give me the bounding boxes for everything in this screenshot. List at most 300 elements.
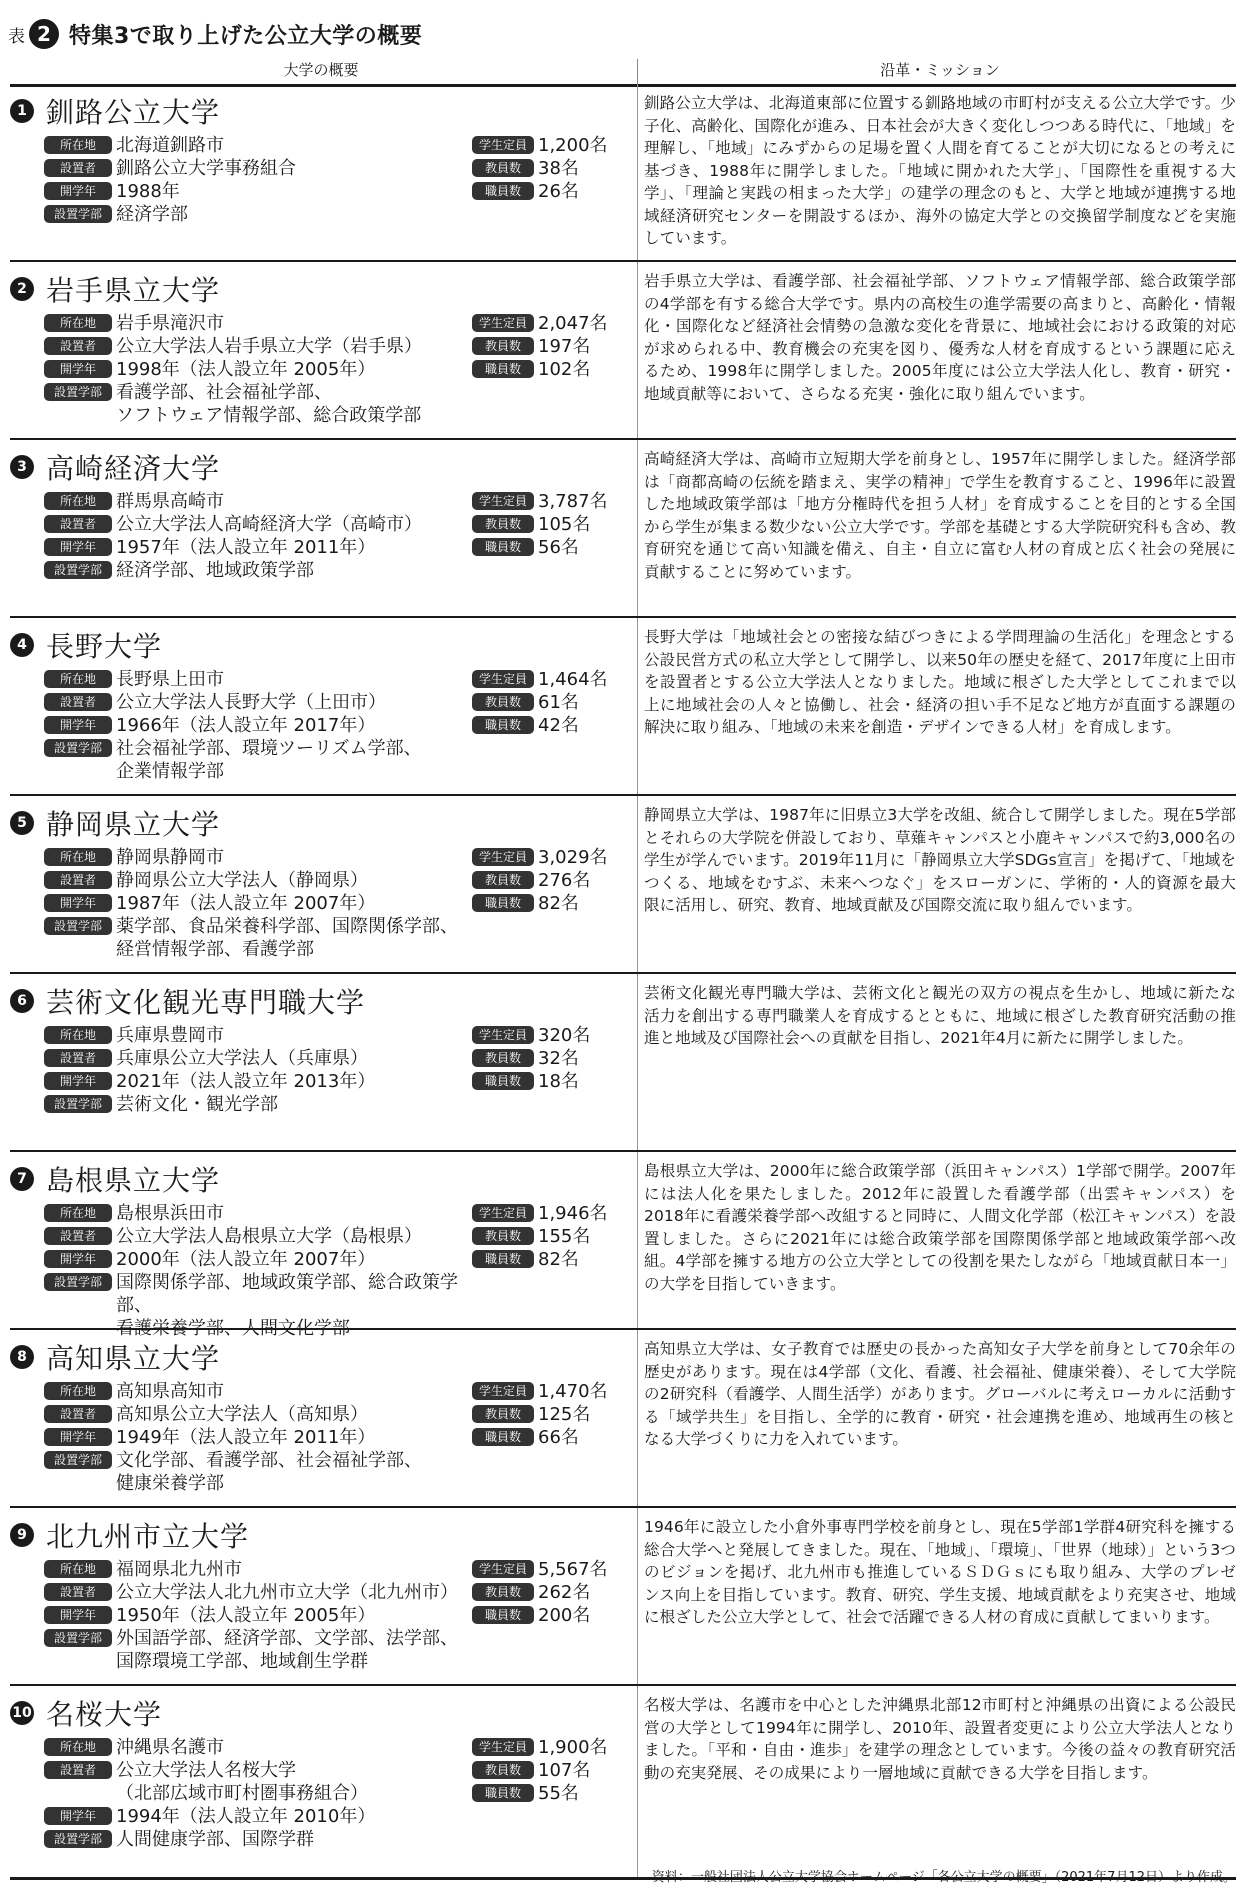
university-name: 芸術文化観光専門職大学 — [46, 986, 366, 1019]
stat-capacity — [472, 668, 632, 691]
capacity-value: 1,900名 — [538, 1737, 608, 1758]
stat-capacity — [472, 846, 632, 869]
row-number-badge: 5 — [10, 811, 34, 835]
faculty-staff-value: 155名 — [538, 1226, 591, 1247]
university-heading — [10, 92, 220, 130]
fact-opened — [44, 892, 464, 915]
founder-value: 高知県公立大学法人（高知県） — [116, 1404, 368, 1425]
university-name: 釧路公立大学 — [46, 96, 221, 129]
faculty-staff-tag: 教員数 — [472, 1227, 534, 1245]
stat-faculty-staff — [472, 1403, 632, 1426]
capacity-tag: 学生定員 — [472, 314, 534, 332]
university-overview — [10, 1686, 632, 1877]
opened-tag: 開学年 — [44, 894, 112, 912]
university-stats — [472, 668, 632, 737]
stat-faculty-staff — [472, 513, 632, 536]
founder-value: 兵庫県公立大学法人（兵庫県） — [116, 1048, 368, 1069]
stat-capacity — [472, 1380, 632, 1403]
capacity-value: 5,567名 — [538, 1559, 608, 1580]
university-overview — [10, 618, 632, 794]
fact-founder — [44, 1403, 464, 1426]
faculties-tag: 設置学部 — [44, 1451, 112, 1469]
university-row — [10, 1508, 1236, 1686]
staff-value: 82名 — [538, 1249, 579, 1270]
founder-tag: 設置者 — [44, 693, 112, 711]
university-facts — [44, 668, 464, 783]
stat-staff — [472, 1248, 632, 1271]
opened-tag: 開学年 — [44, 538, 112, 556]
university-facts — [44, 846, 464, 961]
fact-location — [44, 668, 464, 691]
staff-tag: 職員数 — [472, 1072, 534, 1090]
founder-value: 公立大学法人名桜大学 （北部広域市町村圏事務組合） — [116, 1760, 368, 1804]
stat-faculty-staff — [472, 335, 632, 358]
staff-tag: 職員数 — [472, 538, 534, 556]
capacity-tag: 学生定員 — [472, 848, 534, 866]
fact-opened — [44, 180, 464, 203]
faculties-value: 経済学部 — [116, 204, 188, 225]
location-value: 福岡県北九州市 — [116, 1559, 242, 1580]
faculty-staff-value: 107名 — [538, 1760, 591, 1781]
stat-capacity — [472, 1024, 632, 1047]
stat-capacity — [472, 134, 632, 157]
university-stats — [472, 312, 632, 381]
location-tag: 所在地 — [44, 670, 112, 688]
column-divider — [637, 1686, 638, 1877]
capacity-tag: 学生定員 — [472, 1560, 534, 1578]
faculties-value: 国際関係学部、地域政策学部、総合政策学部、 看護栄養学部、人間文化学部 — [116, 1272, 458, 1339]
source-note: 資料：一般社団法人公立大学協会ホームページ「各公立大学の概要」（2021年7月12日）より作成。 — [651, 1870, 1236, 1885]
table-title — [8, 14, 422, 54]
founder-value: 静岡県公立大学法人（静岡県） — [116, 870, 368, 891]
university-facts — [44, 1736, 464, 1851]
staff-tag: 職員数 — [472, 1428, 534, 1446]
university-heading — [10, 1694, 162, 1732]
fact-location — [44, 1736, 464, 1759]
stat-faculty-staff — [472, 1225, 632, 1248]
fact-faculties — [44, 203, 464, 226]
location-value: 岩手県滝沢市 — [116, 313, 224, 334]
staff-value: 66名 — [538, 1427, 579, 1448]
fact-opened — [44, 1070, 464, 1093]
founder-value: 釧路公立大学事務組合 — [116, 158, 296, 179]
university-heading — [10, 270, 220, 308]
faculties-tag: 設置学部 — [44, 561, 112, 579]
fact-opened — [44, 714, 464, 737]
row-number-badge: 7 — [10, 1167, 34, 1191]
column-divider — [637, 1152, 638, 1328]
faculties-tag: 設置学部 — [44, 383, 112, 401]
header-mission: 沿革・ミッション — [880, 61, 1000, 79]
location-tag: 所在地 — [44, 1560, 112, 1578]
column-divider — [637, 262, 638, 438]
row-number-badge: 1 — [10, 99, 34, 123]
university-row — [10, 1686, 1236, 1880]
row-number-badge: 9 — [10, 1523, 34, 1547]
founder-tag: 設置者 — [44, 1049, 112, 1067]
faculties-tag: 設置学部 — [44, 1629, 112, 1647]
stat-capacity — [472, 490, 632, 513]
founder-value: 公立大学法人長野大学（上田市） — [116, 692, 386, 713]
faculty-staff-tag: 教員数 — [472, 1583, 534, 1601]
faculties-value: 経済学部、地域政策学部 — [116, 560, 314, 581]
faculties-tag: 設置学部 — [44, 205, 112, 223]
founder-tag: 設置者 — [44, 871, 112, 889]
fact-faculties — [44, 1093, 464, 1116]
faculty-staff-value: 105名 — [538, 514, 591, 535]
university-overview — [10, 84, 632, 260]
column-divider — [637, 1330, 638, 1506]
capacity-value: 3,029名 — [538, 847, 608, 868]
university-heading — [10, 804, 220, 842]
capacity-tag: 学生定員 — [472, 1026, 534, 1044]
mission-text: 1946年に設立した小倉外事専門学校を前身とし、現在5学部1学群4研究科を擁する総合大学へと発展してきました。現在、「地域」、「環境」、「世界（地球）」という3つのビジョンを掲げ、北九州市も推進しているＳＤＧｓにも取り組み、大学のプレゼンス向上を目指しています。教育、研究、学生支援、地域貢献をより充実させ、地域に根ざした公立大学として、社会で活躍できる人材の育成に貢献してまいります。 — [644, 1518, 1236, 1626]
university-facts — [44, 1558, 464, 1673]
fact-faculties — [44, 559, 464, 582]
fact-location — [44, 490, 464, 513]
fact-founder — [44, 691, 464, 714]
fact-opened — [44, 1604, 464, 1627]
location-tag: 所在地 — [44, 848, 112, 866]
column-divider — [637, 84, 638, 260]
capacity-value: 2,047名 — [538, 313, 608, 334]
university-overview — [10, 1152, 632, 1339]
fact-opened — [44, 1426, 464, 1449]
table-number-badge: 2 — [29, 19, 59, 49]
mission-text: 静岡県立大学は、1987年に旧県立3大学を改組、統合して開学しました。現在5学部とそれらの大学院を併設しており、草薙キャンパスと小鹿キャンパスで約3,000名の学生が学んでいます。2019年11月に「静岡県立大学SDGs宣言」を掲げて、「地域をつくる、地域をむすぶ、未来へつなぐ」をスローガンに、学術的・人的資源を最大限に活用し、研究、教育、地域貢献及び国際交流に取り組んでいます。 — [644, 806, 1236, 914]
location-value: 長野県上田市 — [116, 669, 224, 690]
capacity-tag: 学生定員 — [472, 670, 534, 688]
university-stats — [472, 1024, 632, 1093]
opened-value: 1966年（法人設立年 2017年） — [116, 715, 376, 736]
capacity-value: 3,787名 — [538, 491, 608, 512]
opened-value: 1957年（法人設立年 2011年） — [116, 537, 376, 558]
fact-location — [44, 1558, 464, 1581]
faculties-value: 看護学部、社会福祉学部、 ソフトウェア情報学部、総合政策学部 — [116, 382, 422, 426]
fact-faculties — [44, 1627, 464, 1673]
fact-faculties — [44, 381, 464, 427]
opened-value: 1950年（法人設立年 2005年） — [116, 1605, 376, 1626]
fact-founder — [44, 1047, 464, 1070]
university-heading — [10, 982, 365, 1020]
faculty-staff-value: 262名 — [538, 1582, 591, 1603]
stat-staff — [472, 536, 632, 559]
faculty-staff-tag: 教員数 — [472, 337, 534, 355]
fact-faculties — [44, 1449, 464, 1495]
location-tag: 所在地 — [44, 492, 112, 510]
mission-text: 高知県立大学は、女子教育では歴史の長かった高知女子大学を前身として70余年の歴史があります。現在は4学部（文化、看護、社会福祉、健康栄養）、そして大学院の2研究科（看護学、人間生活学）があります。グローバルに考えローカルに活動する「域学共生」を目指し、全学的に教育・研究・社会連携を進め、地域再生の核となる大学づくりに力を入れています。 — [644, 1340, 1236, 1448]
table-body — [10, 84, 1236, 1880]
column-divider — [637, 618, 638, 794]
staff-value: 102名 — [538, 359, 591, 380]
mission-text: 芸術文化観光専門職大学は、芸術文化と観光の双方の視点を生かし、地域に新たな活力を創出する専門職業人を育成するとともに、地域に根ざした教育研究活動の推進と地域及び国際社会への貢献を目指し、2021年4月に新たに開学しました。 — [644, 984, 1236, 1047]
faculties-tag: 設置学部 — [44, 739, 112, 757]
capacity-value: 1,470名 — [538, 1381, 608, 1402]
row-number-badge: 4 — [10, 633, 34, 657]
university-row — [10, 262, 1236, 440]
founder-tag: 設置者 — [44, 159, 112, 177]
stat-faculty-staff — [472, 1047, 632, 1070]
fact-location — [44, 1024, 464, 1047]
university-stats — [472, 134, 632, 203]
faculty-staff-value: 38名 — [538, 158, 579, 179]
university-name: 長野大学 — [46, 630, 163, 663]
university-name: 高崎経済大学 — [46, 452, 221, 485]
location-tag: 所在地 — [44, 1382, 112, 1400]
mission-text: 名桜大学は、名護市を中心とした沖縄県北部12市町村と沖縄県の出資による公設民営の大学として1994年に開学し、2010年、設置者変更により公立大学法人となりました。「平和・自由・進歩」を建学の理念としています。今後の益々の教育研究活動の充実発展、その成果により一層地域に貢献できる大学を目指します。 — [644, 1696, 1237, 1782]
stat-faculty-staff — [472, 869, 632, 892]
capacity-value: 1,464名 — [538, 669, 608, 690]
table-header — [10, 56, 1236, 87]
stat-staff — [472, 892, 632, 915]
stat-faculty-staff — [472, 1759, 632, 1782]
staff-value: 55名 — [538, 1783, 579, 1804]
founder-tag: 設置者 — [44, 1227, 112, 1245]
staff-tag: 職員数 — [472, 1606, 534, 1624]
location-value: 北海道釧路市 — [116, 135, 224, 156]
location-value: 静岡県静岡市 — [116, 847, 224, 868]
faculty-staff-tag: 教員数 — [472, 1405, 534, 1423]
founder-value: 公立大学法人高崎経済大学（高崎市） — [116, 514, 422, 535]
university-overview — [10, 440, 632, 616]
stat-staff — [472, 1604, 632, 1627]
location-value: 高知県高知市 — [116, 1381, 224, 1402]
column-divider — [637, 440, 638, 616]
location-value: 群馬県高崎市 — [116, 491, 224, 512]
fact-location — [44, 1380, 464, 1403]
stat-staff — [472, 1426, 632, 1449]
fact-founder — [44, 1581, 464, 1604]
university-stats — [472, 1380, 632, 1449]
staff-value: 18名 — [538, 1071, 579, 1092]
location-tag: 所在地 — [44, 1026, 112, 1044]
fact-founder — [44, 1759, 464, 1805]
faculty-staff-tag: 教員数 — [472, 159, 534, 177]
fact-founder — [44, 513, 464, 536]
stat-capacity — [472, 1558, 632, 1581]
university-row — [10, 84, 1236, 262]
fact-location — [44, 134, 464, 157]
row-number-badge: 2 — [10, 277, 34, 301]
faculties-tag: 設置学部 — [44, 917, 112, 935]
opened-tag: 開学年 — [44, 1428, 112, 1446]
mission-text: 釧路公立大学は、北海道東部に位置する釧路地域の市町村が支える公立大学です。少子化、高齢化、国際化が進み、日本社会が大きく変化しつつある時代に、「地域」を理解し、「地域」にみずからの足場を置く人間を育てることが大切になるとの考えに基づき、1988年に開学しました。「地域に開かれた大学」、「国際性を重視する大学」、「理論と実践の相まった大学」の建学の理念のもと、大学と地域が連携する地域経済研究センターを開設するほか、海外の協定大学との交換留学制度などを実施しています。 — [644, 94, 1236, 247]
faculty-staff-tag: 教員数 — [472, 1761, 534, 1779]
fact-opened — [44, 536, 464, 559]
university-name: 北九州市立大学 — [46, 1520, 250, 1553]
mission-text: 高崎経済大学は、高崎市立短期大学を前身とし、1957年に開学しました。経済学部は「商都高崎の伝統を踏まえ、実学の精神」で学生を教育すること、1996年に設置した地域政策学部は「地方分権時代を担う人材」を育成することを目的とする全国から学生が集まる数少ない公立大学です。学部を基礎とする大学院研究科も含め、教育研究を通じて高い知識を備え、自主・自立に富む人材の育成と広く社会の発展に貢献することに努めています。 — [644, 450, 1236, 581]
university-name: 名桜大学 — [46, 1698, 163, 1731]
fact-founder — [44, 335, 464, 358]
university-stats — [472, 1202, 632, 1271]
opened-tag: 開学年 — [44, 1606, 112, 1624]
location-tag: 所在地 — [44, 1738, 112, 1756]
faculty-staff-tag: 教員数 — [472, 515, 534, 533]
staff-value: 26名 — [538, 181, 579, 202]
fact-location — [44, 312, 464, 335]
capacity-tag: 学生定員 — [472, 1738, 534, 1756]
staff-value: 200名 — [538, 1605, 591, 1626]
founder-tag: 設置者 — [44, 1761, 112, 1779]
faculties-tag: 設置学部 — [44, 1830, 112, 1848]
founder-value: 公立大学法人岩手県立大学（岩手県） — [116, 336, 422, 357]
row-number-badge: 8 — [10, 1345, 34, 1369]
opened-value: 2021年（法人設立年 2013年） — [116, 1071, 376, 1092]
stat-staff — [472, 1782, 632, 1805]
row-number-badge: 10 — [10, 1701, 34, 1725]
stat-faculty-staff — [472, 1581, 632, 1604]
fact-location — [44, 846, 464, 869]
stat-faculty-staff — [472, 691, 632, 714]
opened-tag: 開学年 — [44, 182, 112, 200]
staff-tag: 職員数 — [472, 1784, 534, 1802]
stat-staff — [472, 358, 632, 381]
founder-tag: 設置者 — [44, 515, 112, 533]
university-facts — [44, 312, 464, 427]
column-divider — [637, 1508, 638, 1684]
founder-value: 公立大学法人島根県立大学（島根県） — [116, 1226, 422, 1247]
university-name: 高知県立大学 — [46, 1342, 221, 1375]
university-overview — [10, 796, 632, 972]
university-heading — [10, 1160, 220, 1198]
fact-faculties — [44, 1828, 464, 1851]
stat-staff — [472, 180, 632, 203]
fact-opened — [44, 1248, 464, 1271]
capacity-value: 1,946名 — [538, 1203, 608, 1224]
university-overview — [10, 1330, 632, 1506]
staff-value: 42名 — [538, 715, 579, 736]
faculty-staff-tag: 教員数 — [472, 693, 534, 711]
founder-tag: 設置者 — [44, 1405, 112, 1423]
fact-founder — [44, 157, 464, 180]
location-value: 島根県浜田市 — [116, 1203, 224, 1224]
staff-tag: 職員数 — [472, 1250, 534, 1268]
opened-value: 1988年 — [116, 181, 180, 202]
university-facts — [44, 134, 464, 226]
university-overview — [10, 974, 632, 1150]
staff-value: 56名 — [538, 537, 579, 558]
university-row — [10, 440, 1236, 618]
founder-tag: 設置者 — [44, 337, 112, 355]
fact-opened — [44, 358, 464, 381]
opened-tag: 開学年 — [44, 716, 112, 734]
faculties-value: 社会福祉学部、環境ツーリズム学部、 企業情報学部 — [116, 738, 422, 782]
location-tag: 所在地 — [44, 314, 112, 332]
faculty-staff-value: 197名 — [538, 336, 591, 357]
capacity-tag: 学生定員 — [472, 1204, 534, 1222]
fact-faculties — [44, 915, 464, 961]
capacity-value: 320名 — [538, 1025, 591, 1046]
capacity-tag: 学生定員 — [472, 136, 534, 154]
header-divider — [637, 59, 638, 84]
faculties-tag: 設置学部 — [44, 1095, 112, 1113]
opened-tag: 開学年 — [44, 1072, 112, 1090]
column-divider — [637, 974, 638, 1150]
university-overview — [10, 1508, 632, 1684]
university-stats — [472, 490, 632, 559]
staff-tag: 職員数 — [472, 894, 534, 912]
mission-text: 長野大学は「地域社会との密接な結びつきによる学問理論の生活化」を理念とする公設民営方式の私立大学として開学し、以来50年の歴史を経て、2017年度に上田市を設置者とする公立大学法人となりました。地域に根ざした大学としてこれまで以上に地域社会の人々と協働し、社会・経済の担い手不足など地方が直面する課題の解決に取り組み、「地域の未来を創造・デザインできる人材」を育成します。 — [644, 628, 1236, 736]
stat-staff — [472, 714, 632, 737]
faculty-staff-tag: 教員数 — [472, 1049, 534, 1067]
staff-tag: 職員数 — [472, 716, 534, 734]
fact-opened — [44, 1805, 464, 1828]
opened-value: 1987年（法人設立年 2007年） — [116, 893, 376, 914]
fact-faculties — [44, 737, 464, 783]
stat-capacity — [472, 312, 632, 335]
mission-text: 岩手県立大学は、看護学部、社会福祉学部、ソフトウェア情報学部、総合政策学部の4学部を有する総合大学です。県内の高校生の進学需要の高まりと、高齢化・情報化・国際化など経済社会情勢の急激な変化を背景に、地域社会における政策的対応が求められる中、教育機会の充実を図り、優秀な人材を育成するという課題に応えるため、1998年に開学しました。2005年度には公立大学法人化し、教育・研究・地域貢献等において、さらなる充実・強化に取り組んでいます。 — [644, 272, 1236, 403]
faculty-staff-tag: 教員数 — [472, 871, 534, 889]
opened-value: 2000年（法人設立年 2007年） — [116, 1249, 376, 1270]
faculties-value: 外国語学部、経済学部、文学部、法学部、 国際環境工学部、地域創生学群 — [116, 1628, 458, 1672]
university-name: 岩手県立大学 — [46, 274, 221, 307]
university-row — [10, 1330, 1236, 1508]
faculties-value: 人間健康学部、国際学群 — [116, 1829, 314, 1850]
row-number-badge: 3 — [10, 455, 34, 479]
stat-capacity — [472, 1736, 632, 1759]
fact-founder — [44, 1225, 464, 1248]
opened-value: 1998年（法人設立年 2005年） — [116, 359, 376, 380]
staff-tag: 職員数 — [472, 182, 534, 200]
university-stats — [472, 846, 632, 915]
table-title-text: 特集3で取り上げた公立大学の概要 — [69, 23, 423, 49]
mission-text: 島根県立大学は、2000年に総合政策学部（浜田キャンパス）1学部で開学。2007年には法人化を果たしました。2012年に設置した看護学部（出雲キャンパス）を2018年に看護栄養学部へ改組すると同時に、人間文化学部（松江キャンパス）を設置しました。さらに2021年には総合政策学部を国際関係学部と地域政策学部へ改組。4学部を擁する地方の公立大学としての役割を果たしながら「地域貢献日本一」の大学を目指していきます。 — [644, 1162, 1236, 1293]
location-value: 沖縄県名護市 — [116, 1737, 224, 1758]
university-name: 島根県立大学 — [46, 1164, 221, 1197]
location-value: 兵庫県豊岡市 — [116, 1025, 224, 1046]
university-row — [10, 974, 1236, 1152]
university-row — [10, 618, 1236, 796]
stat-staff — [472, 1070, 632, 1093]
faculty-staff-value: 276名 — [538, 870, 591, 891]
row-number-badge: 6 — [10, 989, 34, 1013]
capacity-tag: 学生定員 — [472, 492, 534, 510]
faculty-staff-value: 125名 — [538, 1404, 591, 1425]
header-overview: 大学の概要 — [283, 61, 359, 79]
fact-location — [44, 1202, 464, 1225]
capacity-tag: 学生定員 — [472, 1382, 534, 1400]
university-row — [10, 1152, 1236, 1339]
university-overview — [10, 262, 632, 438]
capacity-value: 1,200名 — [538, 135, 608, 156]
location-tag: 所在地 — [44, 136, 112, 154]
university-row — [10, 796, 1236, 974]
stat-faculty-staff — [472, 157, 632, 180]
location-tag: 所在地 — [44, 1204, 112, 1222]
faculty-staff-value: 32名 — [538, 1048, 579, 1069]
university-name: 静岡県立大学 — [46, 808, 221, 841]
university-stats — [472, 1736, 632, 1805]
faculties-value: 芸術文化・観光学部 — [116, 1094, 278, 1115]
university-heading — [10, 448, 220, 486]
opened-value: 1994年（法人設立年 2010年） — [116, 1806, 376, 1827]
founder-tag: 設置者 — [44, 1583, 112, 1601]
stat-capacity — [472, 1202, 632, 1225]
university-facts — [44, 1380, 464, 1495]
staff-value: 82名 — [538, 893, 579, 914]
founder-value: 公立大学法人北九州市立大学（北九州市） — [116, 1582, 458, 1603]
table-prefix: 表 — [8, 26, 25, 47]
opened-tag: 開学年 — [44, 360, 112, 378]
faculties-value: 薬学部、食品栄養科学部、国際関係学部、 経営情報学部、看護学部 — [116, 916, 458, 960]
university-facts — [44, 490, 464, 582]
university-facts — [44, 1024, 464, 1116]
opened-tag: 開学年 — [44, 1250, 112, 1268]
fact-founder — [44, 869, 464, 892]
university-heading — [10, 1338, 220, 1376]
faculty-staff-value: 61名 — [538, 692, 579, 713]
university-stats — [472, 1558, 632, 1627]
